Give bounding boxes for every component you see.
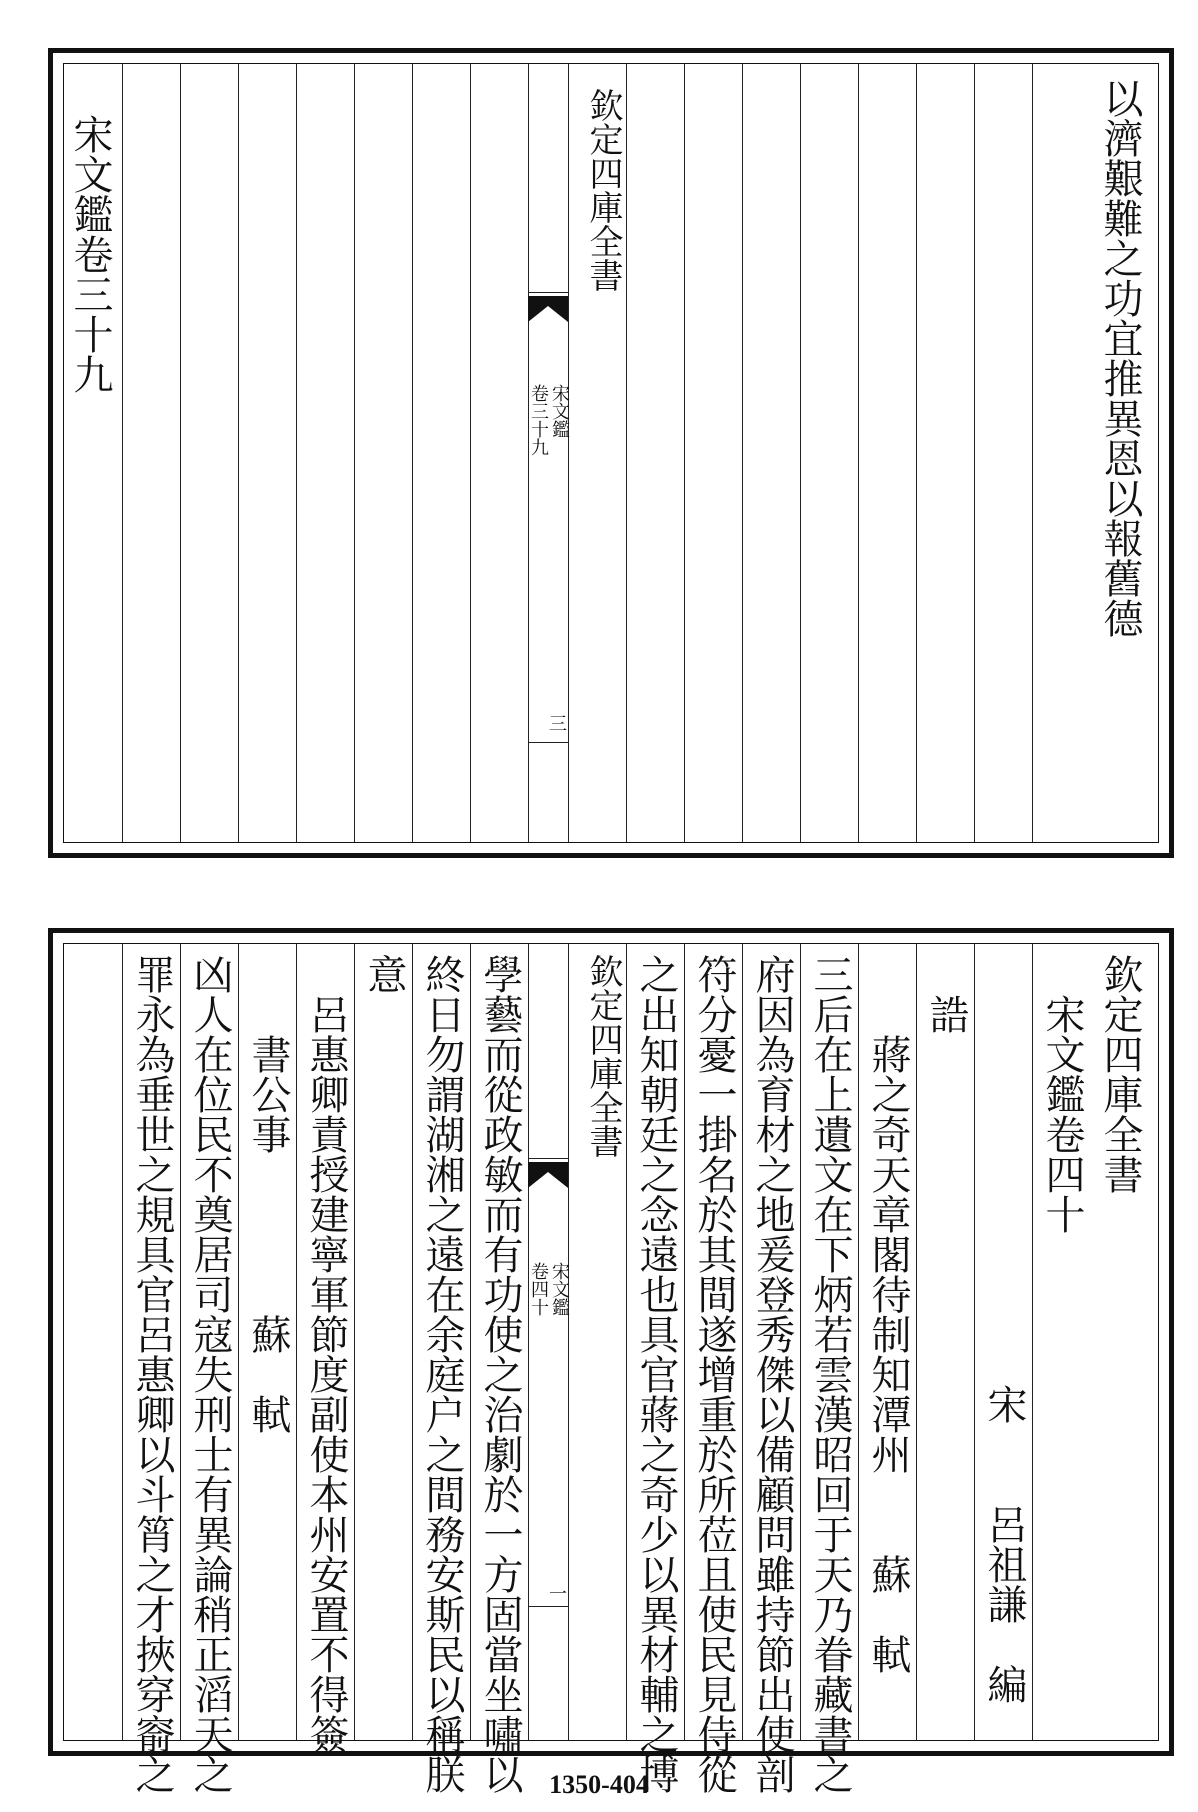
text-column: 三后在上遺文在下炳若雲漢昭回于天乃眷藏書之 — [807, 954, 853, 1794]
top-page-grid — [63, 63, 1159, 843]
fishtail-mark — [528, 1162, 568, 1202]
column-rule — [742, 64, 743, 842]
text-column: 學藝而從政敏而有功使之治劇於一方固當坐嘯以 — [477, 954, 523, 1794]
text-column: 罪永為垂世之規具官呂惠卿以斗筲之才挾穿窬之 — [129, 954, 175, 1794]
column-rule — [1032, 944, 1033, 1740]
center-strip-volume: 卷三十九 — [528, 384, 549, 456]
column-rule — [412, 944, 413, 1740]
column-rule — [800, 944, 801, 1740]
text-column: 宋文鑑卷三十九 — [67, 114, 113, 394]
fishtail-mark — [528, 296, 568, 336]
column-rule — [528, 944, 529, 1740]
book-title-column: 欽定四庫全書 — [1097, 954, 1143, 1194]
text-column: 府因為育材之地爰登秀傑以備顧問雖持節出使剖 — [749, 954, 795, 1794]
column-rule — [916, 944, 917, 1740]
center-strip-title: 欽定四庫全書 — [583, 88, 623, 292]
column-rule — [568, 64, 569, 842]
column-rule — [626, 64, 627, 842]
column-rule — [568, 944, 569, 1740]
center-strip-book: 宋文鑑 — [549, 1262, 570, 1316]
column-rule — [180, 64, 181, 842]
column-rule — [180, 944, 181, 1740]
volume-title-column: 宋文鑑卷四十 — [1039, 994, 1085, 1234]
column-rule — [412, 64, 413, 842]
column-rule — [858, 64, 859, 842]
column-rule — [800, 64, 801, 842]
column-rule — [470, 64, 471, 842]
strip-rule — [528, 742, 568, 743]
column-rule — [684, 944, 685, 1740]
text-column: 凶人在位民不奠居司寇失刑士有異論稍正滔天之 — [187, 954, 233, 1794]
strip-rule — [528, 292, 568, 293]
compiler-column: 宋 呂祖謙 編 — [981, 1384, 1027, 1704]
column-rule — [238, 944, 239, 1740]
center-strip-page: 三 — [546, 714, 567, 732]
column-rule — [296, 64, 297, 842]
center-strip-volume: 卷四十 — [528, 1262, 549, 1316]
text-column: 呂惠卿責授建寧軍節度副使本州安置不得簽 — [303, 994, 349, 1754]
column-rule — [742, 944, 743, 1740]
center-strip-book: 宋文鑑 — [549, 384, 570, 438]
text-column: 之出知朝廷之念遠也具官蔣之奇少以異材輔之博 — [633, 954, 679, 1794]
center-strip-page: 一 — [546, 1584, 567, 1602]
strip-rule — [528, 1158, 568, 1159]
text-column: 意 — [361, 954, 407, 994]
column-rule — [470, 944, 471, 1740]
strip-rule — [528, 1606, 568, 1607]
genre-heading: 誥 — [923, 994, 969, 1034]
column-rule — [974, 944, 975, 1740]
column-rule — [858, 944, 859, 1740]
column-rule — [626, 944, 627, 1740]
text-column: 終日勿謂湖湘之遠在余庭户之間務安斯民以稱朕 — [419, 954, 465, 1794]
top-page-frame — [48, 48, 1174, 858]
column-rule — [354, 944, 355, 1740]
column-rule — [354, 64, 355, 842]
column-rule — [122, 944, 123, 1740]
text-column: 書公事 蘇 軾 — [245, 1034, 291, 1434]
column-rule — [1032, 64, 1033, 842]
column-rule — [916, 64, 917, 842]
column-rule — [122, 64, 123, 842]
text-column: 以濟艱難之功宜推異恩以報舊德 — [1097, 78, 1143, 638]
text-column: 符分憂一掛名於其間遂增重於所莅且使民見侍從 — [691, 954, 737, 1794]
column-rule — [974, 64, 975, 842]
center-strip-title: 欽定四庫全書 — [583, 954, 623, 1158]
text-column: 蔣之奇天章閣待制知潭州 蘇 軾 — [865, 1034, 911, 1674]
column-rule — [296, 944, 297, 1740]
page-number: 1350-404 — [549, 1770, 649, 1799]
column-rule — [238, 64, 239, 842]
column-rule — [684, 64, 685, 842]
